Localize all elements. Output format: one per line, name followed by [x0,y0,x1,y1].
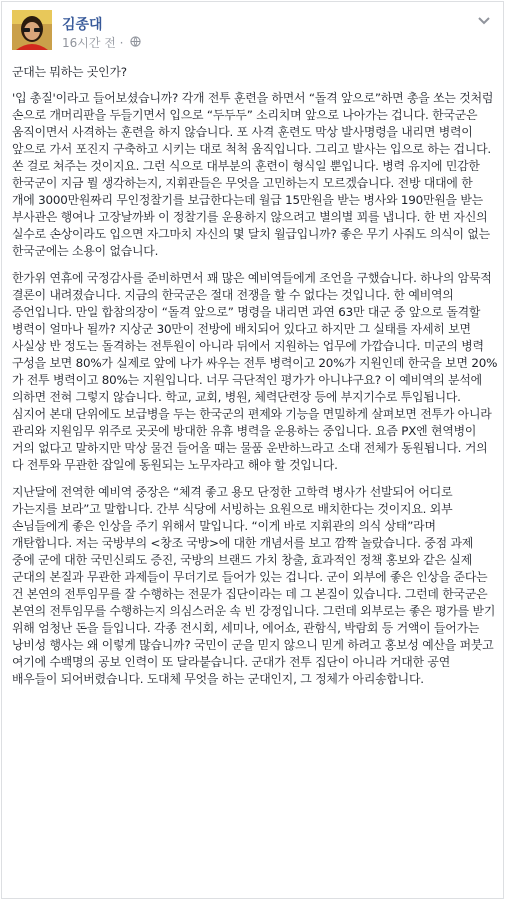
post-timestamp[interactable]: 16시간 전 · [62,36,124,50]
author-name[interactable]: 김종대 [62,17,103,33]
post-header [12,10,492,54]
post-paragraph: '입 총질'이라고 들어보셨습니까? 각개 전투 훈련을 하면서 “돌격 앞으로”하면 총을 쏘는 것처럼 손으로 개머리판을 두들기면서 입으로 “두두두” 소리치며 앞으로 나아가는 겁니다. 한국군은 움직이면서 사격하는 훈련을 하지 않습니다. 포 사격 훈련도 막상 발사명령을 내리면 병력이 앞으로 가서 포진지 구축하고 시키는 대로 척척 움직입니다. 그리고 발사는 입으로 하는 겁니다. 쏜 걸로 쳐주는 것이지요. 그런 식으로 대부분의 훈련이 형식일 뿐입니다. 병력 유지에 민감한 한국군이 지금 뭘 생각하는지, 지휘관들은 무엇을 고민하는지 모르겠습니다. 전방 대대에 한 개에 3000만원짜리 무인정찰기를 보급한다는데 월급 15만원을 받는 병사와 190만원을 받는 부사관은 행여나 고장날까봐 이 정찰기를 운용하지 않으려고 별의별 꾀를 냅니다. 한 번 자신의 실수로 손상이라도 입으면 자그마치 자신의 몇 달치 월급입니까? 좋은 무기 사줘도 의식이 없는 한국군에는 소용이 없습니다. [12,91,494,258]
post-paragraph: 지난달에 전역한 예비역 중장은 “체격 좋고 용모 단정한 고학력 병사가 선발되어 어디로 가는지를 보라”고 말합니다. 간부 식당에 서빙하는 요원으로 배치한다는 것이지요. 외부 손님들에게 좋은 인상을 주기 위해서 말입니다. “이게 바로 지휘관의 의식 상태”라며 개탄합니다. 저는 국방부의 <창조 국방>에 대한 개념서를 보고 깜짝 놀랐습니다. 중점 과제 중에 군에 대한 국민신뢰도 증진, 국방의 브랜드 가치 창출, 효과적인 정책 홍보와 같은 실제 군대의 본질과 무관한 과제들이 무더기로 들어가 있는 겁니다. 군이 외부에 좋은 인상을 준다는 건 본연의 전투임무를 잘 수행하는 전문가 집단이라는 데 그 본질이 있습니다. 그런데 한국군은 본연의 전투임무를 수행하는지 의심스러운 속 빈 강정입니다. 그런데 외부로는 좋은 평가를 받기 위해 엄청난 돈을 들입니다. 각종 전시회, 세미나, 에어쇼, 관함식, 박람회 등 거액이 들어가는 낭비성 행사는 왜 이렇게 많습니까? 국민이 군을 믿지 않으니 믿게 하려고 홍보성 예산을 퍼붓고 여기에 수백명의 공보 인력이 또 달라붙습니다. 군대가 전투 집단이 아니라 거대한 공연 배우들이 되어버렸습니다. 도대체 무엇을 하는 군대인지, 그 정체가 아리송합니다. [12,485,496,686]
post-card [1,1,504,899]
globe-icon[interactable] [130,36,141,50]
chevron-down-icon[interactable] [476,12,492,24]
post-paragraph: 군대는 뭐하는 곳인가? [12,65,127,79]
post-paragraph: 한가위 연휴에 국정감사를 준비하면서 꽤 많은 예비역들에게 조언을 구했습니다. 하나의 암묵적 결론이 내려졌습니다. 지금의 한국군은 절대 전쟁을 할 수 없다는 것입니다. 한 예비역의 증언입니다. 만일 합참의장이 “돌격 앞으로” 명령을 내리면 과연 63만 대군 중 앞으로 돌격할 병력이 얼마나 될까? 지상군 30만이 전방에 배치되어 있다고 하지만 그 실태를 자세히 보면 사실상 반 정도는 돌격하는 전투원이 아니라 뒤에서 지원하는 업무에 가깝습니다. 미군의 병력 구성을 보면 80%가 실제로 앞에 나가 싸우는 전투 병력이고 20%가 지원인데 한국을 보면 20%가 전투 병력이고 80%는 지원입니다. 너무 극단적인 평가가 아니냐구요? 이 예비역의 분석에 의하면 전혀 그렇지 않습니다. 학교, 교회, 병원, 체력단련장 등에 부지기수로 투입됩니다. 심지어 본대 단위에도 보급병을 두는 한국군의 편제와 기능을 면밀하게 살펴보면 전투가 아니라 관리와 지원임무 위주로 곳곳에 방대한 유휴 병력을 운용하는 중입니다. 요즘 PX엔 현역병이 거의 없다고 말하지만 막상 물건 들어올 때는 물품 운반하느라고 소대 전체가 동원됩니다. 거의 다 전투와 무관한 잡일에 동원되는 노무자라고 해야 할 것입니다. [12,271,498,472]
post-meta [62,34,141,51]
post-body [12,64,498,698]
avatar[interactable] [12,10,52,50]
